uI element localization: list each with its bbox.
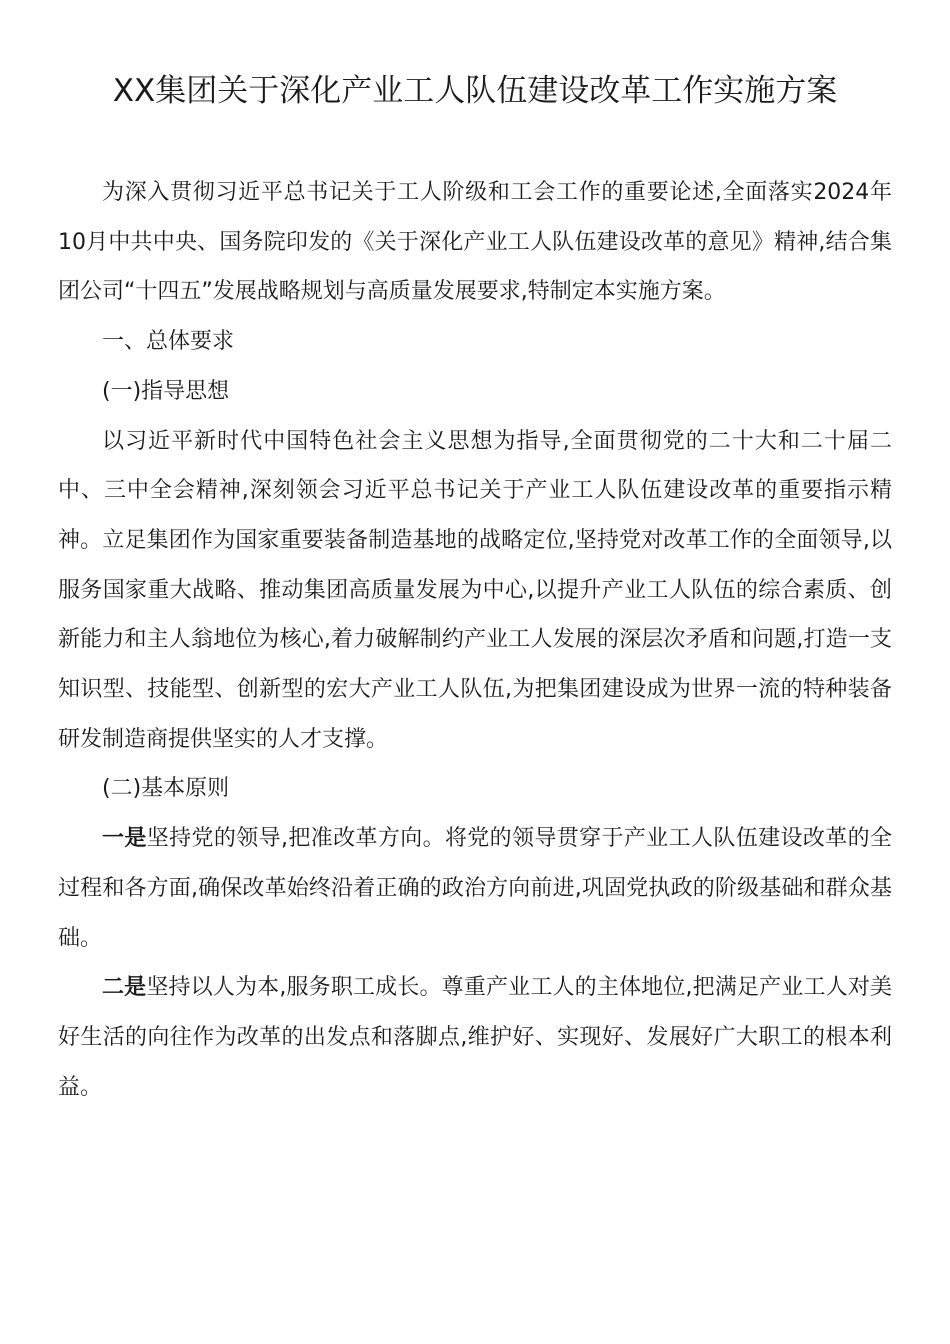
guiding-thought-paragraph: 以习近平新时代中国特色社会主义思想为指导,全面贯彻党的二十大和二十届二中、三中全会精神,深刻领会习近平总书记关于产业工人队伍建设改革的重要指示精神。立足集团作为国家重要装备制造基地的战略定位,坚持党对改革工作的全面领导,以服务国家重大战略、推动集团高质量发展为中心,以提升产业工人队伍的综合素质、创新能力和主人翁地位为核心,着力破解制约产业工人发展的深层次矛盾和问题,打造一支知识型、技能型、创新型的宏大产业工人队伍,为把集团建设成为世界一流的特种装备研发制造商提供坚实的人才支撑。 bbox=[58, 428, 892, 752]
principle-one-paragraph bbox=[58, 814, 892, 963]
principle-two-text: 坚持以人为本,服务职工成长。尊重产业工人的主体地位,把满足产业工人对美好生活的向往作为改革的出发点和落脚点,维护好、实现好、发展好广大职工的根本利益。 bbox=[58, 975, 892, 1100]
document-title: XX集团关于深化产业工人队伍建设改革工作实施方案 bbox=[112, 73, 838, 109]
principle-two-paragraph bbox=[58, 963, 892, 1112]
subsection-heading-basic-principles: (二)基本原则 bbox=[102, 776, 230, 802]
principle-two-lead: 二是 bbox=[102, 975, 147, 1001]
principle-one-lead: 一是 bbox=[102, 826, 147, 852]
principle-one-text: 坚持党的领导,把准改革方向。将党的领导贯穿于产业工人队伍建设改革的全过程和各方面,确保改革始终沿着正确的政治方向前进,巩固党执政的阶级基础和群众基础。 bbox=[58, 826, 892, 951]
subsection-heading-guiding-thought: (一)指导思想 bbox=[102, 378, 230, 404]
section-heading-overall-requirements: 一、总体要求 bbox=[102, 329, 235, 355]
intro-paragraph: 为深入贯彻习近平总书记关于工人阶级和工会工作的重要论述,全面落实2024年10月中共中央、国务院印发的《关于深化产业工人队伍建设改革的意见》精神,结合集团公司“十四五”发展战略规划与高质量发展要求,特制定本实施方案。 bbox=[58, 180, 892, 305]
